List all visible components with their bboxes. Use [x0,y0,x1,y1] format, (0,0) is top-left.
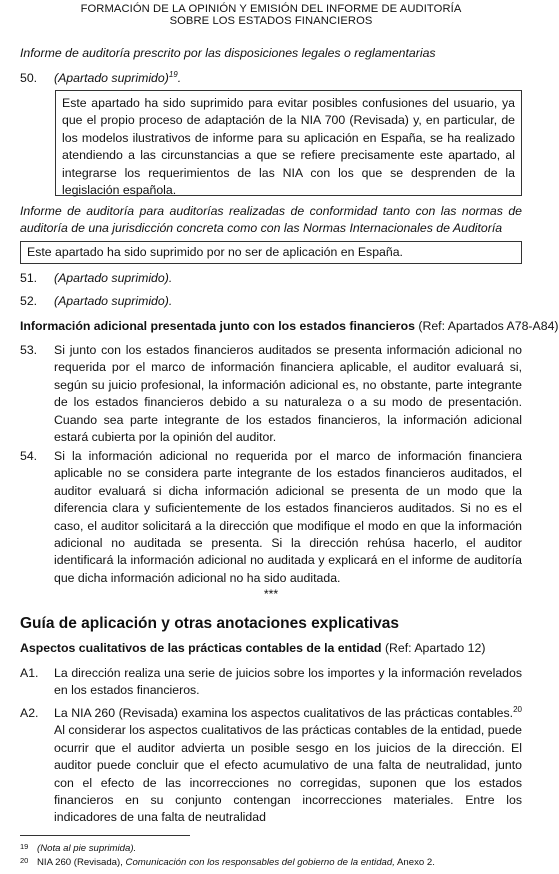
section-heading-additional-info [20,318,559,335]
section-heading-qualitative-title: Aspectos cualitativos de las prácticas contables de la entidad [20,641,382,655]
suppressed-note-box-1 [55,90,522,196]
footnote-divider [20,835,190,836]
section-heading-additional-info-title: Información adicional presentada junto con los estados financieros [20,319,415,333]
paragraph-number-53: 53. [20,343,38,357]
paragraph-50-text: (Apartado suprimido) [54,71,169,85]
paragraph-a2-text-after: Al considerar los aspectos cualitativos de las prácticas contables de la entidad, puede ocurrir que el auditor advierta un posible sesgo en los juicios de la dirección. El auditor puede concluir que el efecto acumulativo de una falta de neutralidad, junto con el efecto de las incorrecciones no corregidas, suponen que los estados financieros en su conjunto contengan incorrecciones materiales. Entre los indicadores de una falta de neutralidad [54,723,522,825]
paragraph-50 [54,70,522,87]
paragraph-a1: La dirección realiza una serie de juicios sobre los importes y la información revelados en los estados financieros. [54,666,522,698]
suppressed-note-box-2 [20,241,522,264]
paragraph-50-trailing: . [177,71,182,85]
paragraph-number-54: 54. [20,449,38,463]
section-separator: *** [263,587,279,601]
suppressed-note-text-2: Este apartado ha sido suprimido por no ser de aplicación en España. [27,245,403,259]
footnote-ref-19[interactable]: 19 [168,69,178,79]
footnote-ref-20[interactable]: 20 [513,704,522,714]
suppressed-note-text-1: Este apartado ha sido suprimido para evitar posibles confusiones del usuario, ya que el propio proceso de adaptación de la NIA 700 (Revisada) y, en particular, de los modelos ilustrativos de informe para su aplicación en España, se ha realizado atendiendo a las circunstancias a que se refiere precisamente este apartado, al integrarse los requerimientos de las NIA con los que se desprenden de la legislación española. [62,96,515,198]
footnote-number-19: 19 [20,842,29,851]
paragraph-53: Si junto con los estados financieros auditados se presenta información adicional no requerida por el marco de información financiera aplicable, el auditor evaluará si, según su juicio profesional, la información adicional es, no obstante, parte integrante de los estados financieros debido a su naturaleza o a su modo de presentación. Cuando sea parte integrante de los estados financieros, la información adicional estará cubierta por la opinión del auditor. [54,343,522,445]
footnote-20-title: Comunicación con los responsables del gobierno de la entidad, [125,857,395,868]
paragraph-a2-text-before: La NIA 260 (Revisada) examina los aspectos cualitativos de las prácticas contables. [54,706,514,720]
footnote-20-text-after: Anexo 2. [394,857,435,868]
paragraph-number-51: 51. [20,271,38,285]
paragraph-a2 [54,705,522,827]
footnote-number-20: 20 [20,856,29,865]
section-heading-qualitative [20,640,530,657]
section-heading-qualitative-ref[interactable]: (Ref: Apartado 12) [381,641,486,655]
section-heading-prescribed: Informe de auditoría prescrito por las disposiciones legales o reglamentarias [20,46,436,60]
paragraph-number-a1: A1. [20,666,39,680]
section-heading-dual-standards: Informe de auditoría para auditorías realizadas de conformidad tanto con las normas de auditoría de una jurisdicción concreta como con las Normas Internacionales de Auditoría [20,204,522,236]
header-line-2: SOBRE LOS ESTADOS FINANCIEROS [169,15,373,27]
footnote-20 [37,857,532,869]
footnote-20-text-before: NIA 260 (Revisada), [37,857,126,868]
running-header [0,3,542,27]
guide-heading: Guía de aplicación y otras anotaciones explicativas [20,615,400,632]
footnote-19: (Nota al pie suprimida). [37,843,137,854]
paragraph-number-52: 52. [20,294,38,308]
paragraph-number-a2: A2. [20,706,39,720]
header-line-1: FORMACIÓN DE LA OPINIÓN Y EMISIÓN DEL INFORME DE AUDITORÍA [80,3,462,15]
paragraph-52: (Apartado suprimido). [54,294,173,308]
paragraph-54: Si la información adicional no requerida por el marco de información financiera aplicable no se considera parte integrante de los estados financieros auditados, el auditor evaluará si dicha información adicional se presenta de un modo que la diferencia clara y suficientemente de los estados financieros auditados. Si no es el caso, el auditor solicitará a la dirección que modifique el modo en que la información adicional no auditada se presenta. Si la dirección rehúsa hacerlo, el auditor identificará la información adicional no auditada y explicará en el informe de auditoría que dicha información adicional no ha sido auditada. [54,449,522,585]
paragraph-51: (Apartado suprimido). [54,271,173,285]
section-heading-additional-info-ref[interactable]: (Ref: Apartados A78-A84) [414,319,559,333]
paragraph-number-50: 50. [20,71,38,85]
